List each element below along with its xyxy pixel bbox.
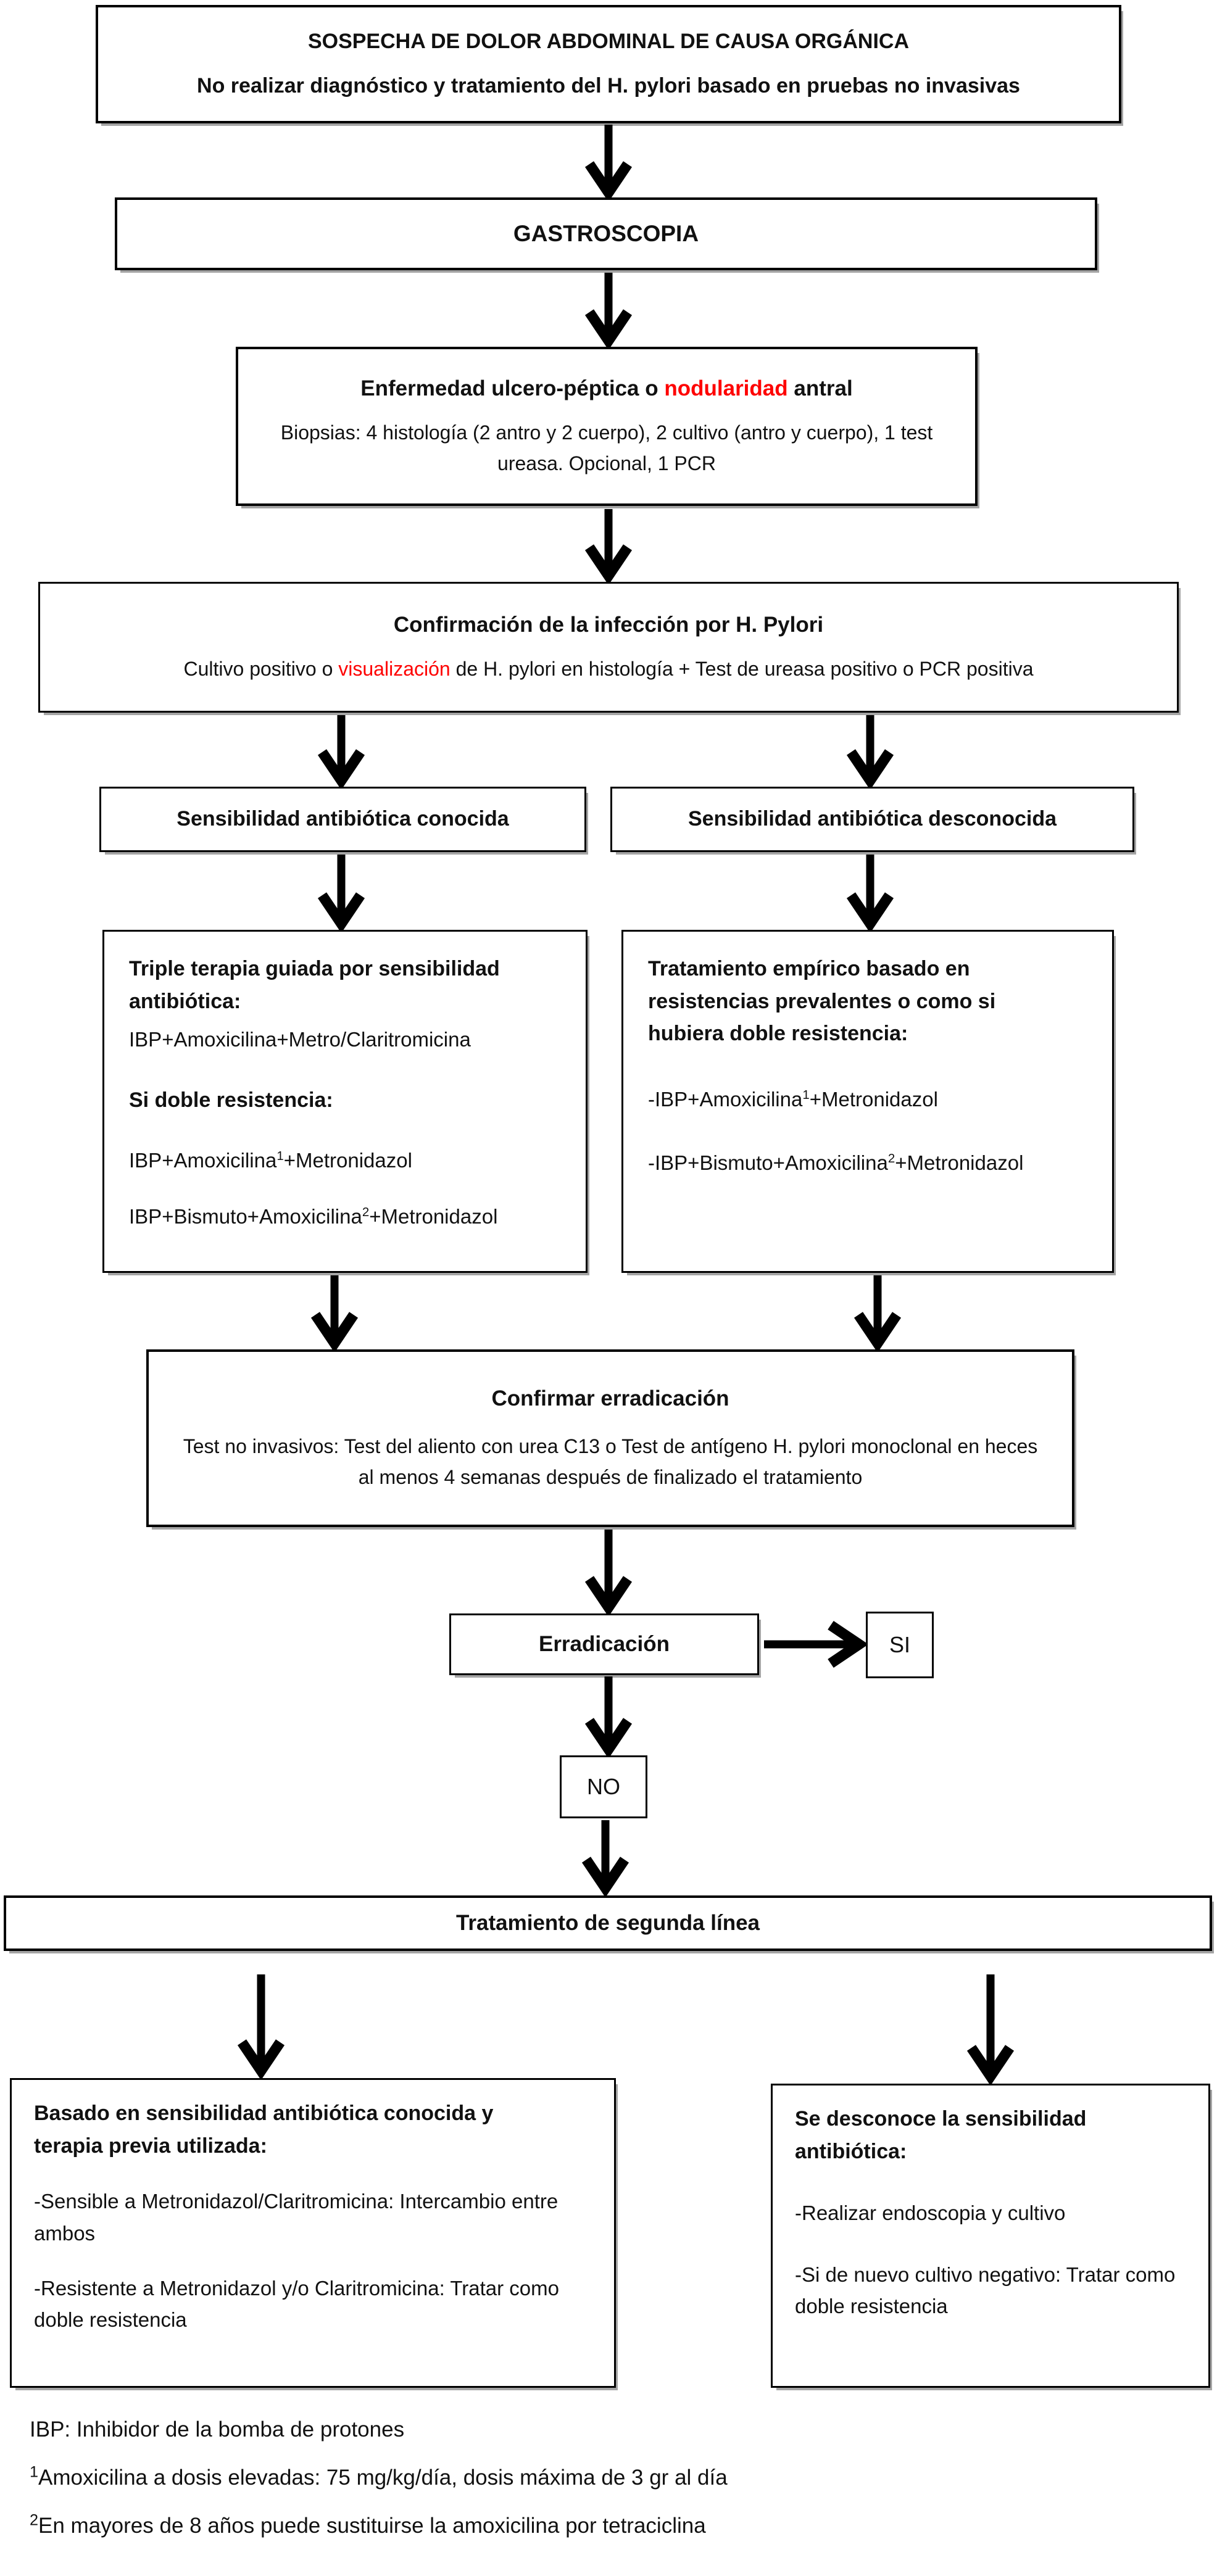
footnote-2-marker: 2 [30,2511,39,2529]
triple-regimen-2-pre: IBP+Amoxicilina [129,1149,277,1172]
empirico-heading: Tratamiento empírico basado en resistencias prevalentes o como si hubiera doble resistencia: [648,957,996,1046]
arrow-desconocida-to-empirico-icon [845,855,895,929]
box-erradicacion [449,1613,759,1675]
arrow-no-to-segunda-linea-icon [581,1820,630,1893]
arrow-gastroscopia-to-enfermedad-icon [584,273,633,346]
empirico-regimen-1-post: +Metronidazol [809,1088,938,1111]
gastroscopia-title: GASTROSCOPIA [513,221,699,247]
desconoce-item-1: -Realizar endoscopia y cultivo [795,2201,1066,2225]
arrow-confirmacion-to-desconocida-icon [845,715,895,785]
confirmacion-body-pre: Cultivo positivo o [183,657,339,680]
triple-regimen-3 [129,1201,561,1232]
enfermedad-title-highlight: nodularidad [664,376,788,400]
arrow-segunda-to-desconoce-icon [966,1974,1015,2081]
box-enfermedad [236,347,978,506]
footnote-1-text: Amoxicilina a dosis elevadas: 75 mg/kg/día, dosis máxima de 3 gr al día [38,2466,728,2490]
sospecha-line1: SOSPECHA DE DOLOR ABDOMINAL DE CAUSA ORGÁNICA [307,30,910,54]
sospecha-line2: No realizar diagnóstico y tratamiento del H. pylori basado en pruebas no invasivas [197,73,1020,97]
confirmacion-body-post: de H. pylori en histología + Test de ureasa positivo o PCR positiva [450,657,1034,680]
triple-regimen-3-post: +Metronidazol [369,1205,498,1228]
triple-regimen-3-sup: 2 [362,1205,370,1220]
enfermedad-title-pre: Enfermedad ulcero-péptica o [360,376,665,400]
erradicacion-title: Erradicación [538,1632,670,1657]
enfermedad-title [360,374,852,403]
triple-regimen-3-pre: IBP+Bismuto+Amoxicilina [129,1205,362,1228]
confirmacion-body-highlight: visualización [338,657,451,680]
enfermedad-body: Biopsias: 4 histología (2 antro y 2 cuerpo), 2 cultivo (antro y cuerpo), 1 test ureasa. Opcional, 1 PCR [280,421,933,474]
si-label: SI [889,1632,910,1657]
desconoce-item-2: -Si de nuevo cultivo negativo: Tratar como doble resistencia [795,2263,1176,2317]
box-gastroscopia [115,197,1097,270]
arrow-conocida-to-triple-icon [317,855,366,929]
basado-item-1: -Sensible a Metronidazol/Claritromicina: Intercambio entre ambos [34,2190,559,2245]
footnote-amoxicilina-dosis [30,2463,1153,2490]
arrow-confirmacion-to-conocida-icon [317,715,366,785]
footnote-2-text: En mayores de 8 años puede sustituirse la amoxicilina por tetraciclina [38,2514,706,2538]
confirmacion-body [183,654,1033,685]
sensibilidad-conocida-title: Sensibilidad antibiótica conocida [177,807,509,831]
arrow-enfermedad-to-confirmacion-icon [584,509,633,581]
box-sensibilidad-desconocida [610,787,1134,852]
confirmar-body: Test no invasivos: Test del aliento con urea C13 o Test de antígeno H. pylori monoclonal en heces al menos 4 semanas después de finalizado el tratamiento [183,1435,1038,1488]
box-empirico [621,930,1114,1273]
empirico-regimen-1-pre: -IBP+Amoxicilina [648,1088,803,1111]
arrow-sospecha-to-gastroscopia-icon [584,125,633,197]
basado-heading: Basado en sensibilidad antibiótica conocida y terapia previa utilizada: [34,2102,494,2158]
box-confirmacion [38,582,1179,713]
arrow-segunda-to-basado-icon [236,1974,286,2076]
arrow-erradicacion-to-no-icon [584,1676,633,1754]
confirmar-title: Confirmar erradicación [491,1386,729,1410]
empirico-regimen-2-sup: 2 [887,1151,895,1166]
no-label: NO [587,1774,620,1799]
box-sospecha [96,5,1121,123]
sensibilidad-desconocida-title: Sensibilidad antibiótica desconocida [687,807,1057,831]
triple-heading: Triple terapia guiada por sensibilidad antibiótica: [129,957,500,1013]
box-basado-sensibilidad [10,2078,616,2388]
arrow-empirico-to-confirmar-icon [853,1275,902,1348]
triple-regimen-2-post: +Metronidazol [283,1149,412,1172]
enfermedad-title-post: antral [787,376,853,400]
basado-item-2: -Resistente a Metronidazol y/o Claritromicina: Tratar como doble resistencia [34,2276,559,2331]
triple-regimen-1: IBP+Amoxicilina+Metro/Claritromicina [129,1028,471,1051]
triple-heading-2: Si doble resistencia: [129,1088,333,1112]
empirico-regimen-2-pre: -IBP+Bismuto+Amoxicilina [648,1151,888,1175]
box-no [560,1755,647,1818]
footnote-ibp: IBP: Inhibidor de la bomba de protones [30,2417,405,2441]
footnote-1-marker: 1 [30,2463,39,2481]
segunda-linea-title: Tratamiento de segunda línea [455,1911,760,1936]
box-si [866,1612,934,1678]
box-sensibilidad-conocida [99,787,586,852]
footnotes [30,2417,1153,2562]
empirico-regimen-2-post: +Metronidazol [895,1151,1024,1175]
arrow-confirmar-to-erradicacion-icon [584,1530,633,1612]
empirico-regimen-2 [648,1147,1087,1178]
arrow-erradicacion-to-si-icon [764,1620,864,1669]
empirico-regimen-1-sup: 1 [802,1088,810,1103]
box-confirmar-erradicacion [146,1349,1074,1527]
desconoce-heading: Se desconoce la sensibilidad antibiótica: [795,2107,1087,2163]
box-triple-terapia [102,930,588,1273]
box-segunda-linea [4,1895,1212,1951]
arrow-triple-to-confirmar-icon [310,1275,359,1348]
footnote-tetraciclina [30,2511,1153,2538]
triple-regimen-2 [129,1145,561,1176]
empirico-regimen-1 [648,1083,1087,1115]
confirmacion-title: Confirmación de la infección por H. Pylori [393,612,824,637]
box-desconoce-sensibilidad [771,2084,1210,2388]
triple-regimen-2-sup: 1 [276,1149,284,1164]
